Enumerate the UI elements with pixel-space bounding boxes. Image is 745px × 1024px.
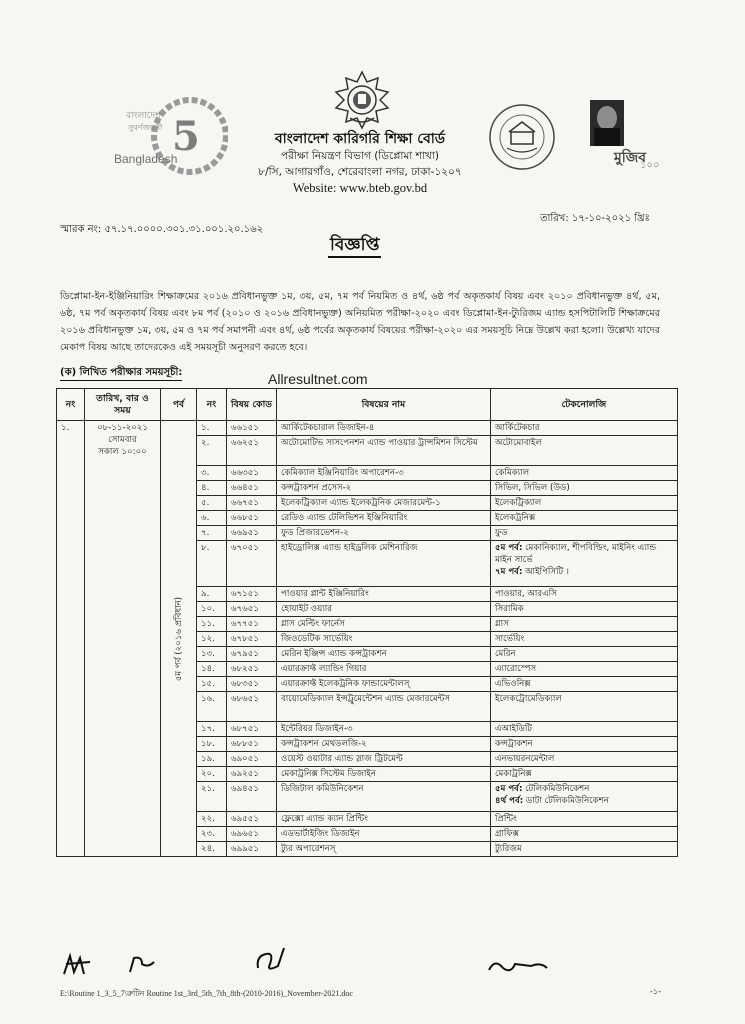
- cell-technology: মেরিন: [491, 647, 678, 662]
- cell-technology: ইলেকট্রনিক্স: [491, 511, 678, 526]
- cell-subject-name: মেরিন ইঞ্জিন্স এ্যান্ড কন্সট্রাকশন: [277, 647, 491, 662]
- exam-routine-table: [56, 388, 678, 857]
- cell-technology: গ্রাফিক্স: [491, 827, 678, 842]
- cell-subject-name: আর্কিটেকচারাল ডিজাইন-৪: [277, 421, 491, 436]
- technology-line: [495, 783, 673, 795]
- cell-subject-code: ৬৬২৫১: [227, 436, 277, 466]
- cell-subject-name: এয়ারক্রাফ্ট ল্যান্ডিং গিয়ার: [277, 662, 491, 677]
- page-number: -১-: [650, 987, 661, 996]
- technology-parba-label: ৭ম পর্ব:: [495, 567, 523, 577]
- cell-no: ৮.: [197, 541, 227, 587]
- cell-subject-code: ৬৮৩৫১: [227, 677, 277, 692]
- exam-date-line: ০৮-১১-২০২১: [97, 423, 148, 433]
- cell-no: ১২.: [197, 632, 227, 647]
- technology-parba-label: ৫ম পর্ব:: [495, 543, 523, 553]
- technology-parba-label: ৫ম পর্ব:: [495, 784, 523, 794]
- cell-sl: ১.: [57, 421, 85, 857]
- cell-technology: ট্যুরিজম: [491, 842, 678, 857]
- cell-subject-name: বায়োমেডিক্যাল ইন্সট্রুমেন্টেশন এ্যান্ড মেজারমেন্টস: [277, 692, 491, 722]
- cell-technology: এআইডিটি: [491, 722, 678, 737]
- cell-technology: সার্ভেয়িং: [491, 632, 678, 647]
- cell-subject-code: ৬৭৮৫১: [227, 632, 277, 647]
- header-code: বিষয় কোড: [227, 389, 277, 421]
- cell-no: ২৩.: [197, 827, 227, 842]
- file-path: E:\Routine 1_3_5_7\রুটিন Routine 1st_3rd_5th_7th_8th-(2010-2016)_November-2021.doc: [60, 989, 353, 998]
- cell-technology: সিভিল, সিভিল (উড): [491, 481, 678, 496]
- technology-parba-label: ৪র্থ পর্ব:: [495, 796, 524, 806]
- cell-no: ১৯.: [197, 752, 227, 767]
- memo-number: স্মারক নং: ৫৭.১৭.০০০০.৩০১.৩১.০০১.২০.১৬২: [60, 224, 264, 235]
- website: Website: www.bteb.gov.bd: [292, 181, 428, 195]
- exam-date-line: সকাল ১০:০০: [98, 447, 147, 457]
- cell-technology: কেমিক্যাল: [491, 466, 678, 481]
- cell-subject-name: হাইড্রোলিক্স এ্যান্ড হাইড্রলিক মেশিনারিজ: [277, 541, 491, 587]
- cell-subject-name: রেডিও এ্যান্ড টেলিভিশন ইঞ্জিনিয়ারিং: [277, 511, 491, 526]
- cell-subject-code: ৬৭৯৫১: [227, 647, 277, 662]
- cell-subject-code: ৬৬১৫১: [227, 421, 277, 436]
- cell-subject-code: ৬৬৩৫১: [227, 466, 277, 481]
- cell-no: ১৭.: [197, 722, 227, 737]
- header-no: নং: [197, 389, 227, 421]
- table-row: [57, 421, 678, 436]
- cell-subject-code: ৬৮২৫১: [227, 662, 277, 677]
- cell-no: ২.: [197, 436, 227, 466]
- cell-technology: ফুড: [491, 526, 678, 541]
- cell-technology: এনভায়রনমেন্টাল: [491, 752, 678, 767]
- address: ৮/সি, আগারগাঁও, শেরেবাংলা নগর, ঢাকা-১২০৭: [258, 166, 462, 178]
- org-name: বাংলাদেশ কারিগরি শিক্ষা বোর্ড: [274, 131, 446, 147]
- cell-subject-code: ৬৭১৫১: [227, 587, 277, 602]
- cell-technology: আর্কিটেকচার: [491, 421, 678, 436]
- cell-subject-code: ৬৯৪৫১: [227, 782, 277, 812]
- cell-technology: মেকাট্রনিক্স: [491, 767, 678, 782]
- cell-technology: অটোমোবাইল: [491, 436, 678, 466]
- cell-no: ১.: [197, 421, 227, 436]
- cell-subject-name: ট্যুর অপারেশনস্: [277, 842, 491, 857]
- bangladesh-50-logo: [108, 88, 228, 188]
- cell-technology: [491, 782, 678, 812]
- table-header-row: [57, 389, 678, 421]
- cell-subject-code: ৬৭০৫১: [227, 541, 277, 587]
- watermark-text: Allresultnet.com: [268, 371, 368, 387]
- technology-line: [495, 542, 673, 566]
- cell-technology: [491, 541, 678, 587]
- technology-value: মেকানিক্যাল, শীপবিল্ডিং, মাইনিং এ্যান্ড মাইন সার্ভে: [495, 543, 657, 565]
- cell-technology: সিরামিক: [491, 602, 678, 617]
- cell-no: ১৩.: [197, 647, 227, 662]
- cell-parba: [161, 421, 197, 857]
- technology-value: আইপিসিটি ।: [525, 567, 570, 577]
- cell-subject-code: ৬৯৬৫১: [227, 827, 277, 842]
- cell-no: ১০.: [197, 602, 227, 617]
- cell-subject-name: কন্সট্রাকশন মেথডলজি-২: [277, 737, 491, 752]
- header-subject: বিষয়ের নাম: [277, 389, 491, 421]
- cell-subject-name: পাওয়ার প্লান্ট ইঞ্জিনিয়ারিং: [277, 587, 491, 602]
- header-date: তারিখ, বার ও সময়: [85, 389, 161, 421]
- mujib-100-logo: [578, 98, 668, 176]
- cell-technology: ইলেকট্রিক্যাল: [491, 496, 678, 511]
- header-tech: টেকনোলজি: [491, 389, 678, 421]
- technology-value: টেলিকমিউনিকেশন: [525, 784, 590, 794]
- technology-value: ডাটা টেলিকমিউনিকেশন: [525, 796, 609, 806]
- cell-subject-code: ৬৬৪৫১: [227, 481, 277, 496]
- cell-no: ৩.: [197, 466, 227, 481]
- cell-subject-name: এয়ারক্রাফ্ট ইলেকট্রনিক ফান্ডামেন্টালস্: [277, 677, 491, 692]
- cell-technology: প্রিন্টিং: [491, 812, 678, 827]
- cell-no: ২৪.: [197, 842, 227, 857]
- cell-exam-date: [85, 421, 161, 857]
- skill-development-logo: [487, 102, 557, 172]
- department-name: পরীক্ষা নিয়ন্ত্রণ বিভাগ (ডিপ্লোমা শাখা): [281, 150, 439, 162]
- cell-subject-name: ফুড প্রিজারভেশন-২: [277, 526, 491, 541]
- cell-subject-name: ফ্লেক্সো এ্যান্ড ক্যান প্রিন্টিং: [277, 812, 491, 827]
- cell-technology: ইলেকট্রোমেডিক্যাল: [491, 692, 678, 722]
- section-label: (ক) লিখিত পরীক্ষার সময়সূচী:: [60, 366, 182, 381]
- cell-no: ৭.: [197, 526, 227, 541]
- cell-no: ২১.: [197, 782, 227, 812]
- bteb-emblem-logo: [332, 70, 392, 130]
- technology-line: [495, 795, 673, 807]
- cell-subject-code: ৬৮৮৫১: [227, 737, 277, 752]
- cell-no: ২২.: [197, 812, 227, 827]
- letterhead: [230, 130, 490, 197]
- cell-subject-code: ৬৮৬৫১: [227, 692, 277, 722]
- svg-text:বাংলাদেশ: বাংলাদেশ: [126, 111, 161, 121]
- cell-technology: এ্যারোস্পেস: [491, 662, 678, 677]
- intro-paragraph: ডিপ্লোমা-ইন-ইঞ্জিনিয়ারিং শিক্ষাক্রমের ২০১৬ প্রবিধানভুক্ত ১ম, ৩য়, ৫ম, ৭ম পর্ব নিয়মিত ও ৪র্থ, ৬ষ্ঠ পর্ব অকৃতকার্য বিষয় এবং ২০১০ প্রবিধানভুক্ত ৪র্থ, ৫ম, ৬ষ্ঠ, ৭ম পর্ব অকৃতকার্য বিষয় এবং ৮ম পর্ব (২০১০ ও ২০১৬ প্রবিধানভুক্ত) অনিয়মিত পরীক্ষা-২০২০ এবং ডিপ্লোমা-ইন-ট্যুরিজম এ্যান্ড হসপিটালিটি শিক্ষাক্রমের ২০১৬ প্রবিধানভুক্ত ১ম, ৩য়, ৫ম ও ৭ম পর্ব সমাপনী এবং ৪র্থ, ৬ষ্ঠ পর্বের অকৃতকার্য বিষয়ের পরীক্ষা-২০২০ এর সময়সূচি নিম্নে উল্লেখ করা হলো। উল্লেখ্য যাদের মেকাপ বিষয় আছে তাদেরকেও এই সময়সূচী অনুসরণ করতে হবে।: [60, 291, 660, 353]
- cell-subject-name: ইলেকট্রিক্যাল এ্যান্ড ইলেকট্রনিক মেজারমেন্ট-১: [277, 496, 491, 511]
- cell-subject-name: গ্লাস মেল্টিং ফার্নেস: [277, 617, 491, 632]
- cell-no: ১৬.: [197, 692, 227, 722]
- cell-no: ৫.: [197, 496, 227, 511]
- cell-subject-name: ইন্টেরিয়র ডিজাইন-৩: [277, 722, 491, 737]
- cell-subject-code: ৬৯৯৫১: [227, 842, 277, 857]
- cell-no: ৪.: [197, 481, 227, 496]
- cell-no: ২০.: [197, 767, 227, 782]
- cell-technology: কন্সট্রাকশন: [491, 737, 678, 752]
- cell-subject-name: কেমিক্যাল ইঞ্জিনিয়ারিং অপারেশন-৩: [277, 466, 491, 481]
- signature-1: [60, 950, 100, 980]
- cell-no: ১৮.: [197, 737, 227, 752]
- cell-subject-code: ৬৮৭৫১: [227, 722, 277, 737]
- signature-3: [252, 942, 292, 974]
- cell-no: ১১.: [197, 617, 227, 632]
- technology-line: [495, 566, 673, 578]
- cell-subject-code: ৬৯৫৫১: [227, 812, 277, 827]
- cell-subject-code: ৬৬৮৫১: [227, 511, 277, 526]
- header-sl: নং: [57, 389, 85, 421]
- cell-subject-name: জিওডেটিক সার্ভেয়িং: [277, 632, 491, 647]
- cell-technology: গ্লাস: [491, 617, 678, 632]
- cell-no: ১৫.: [197, 677, 227, 692]
- svg-text:সুবর্ণজয়ন্তী: সুবর্ণজয়ন্তী: [128, 123, 163, 132]
- svg-text:১০০: ১০০: [640, 160, 660, 171]
- notice-date: তারিখ: ১৭-১০-২০২১ খ্রিঃ: [540, 213, 650, 224]
- cell-subject-code: ৬৬৭৫১: [227, 496, 277, 511]
- cell-technology: পাওয়ার, আরএসি: [491, 587, 678, 602]
- svg-text:মুজিব: মুজিব: [614, 150, 647, 166]
- svg-text:5: 5: [172, 113, 200, 160]
- cell-subject-name: হোয়াইট ওয়্যার: [277, 602, 491, 617]
- cell-subject-name: ডিজিটাল কমিউনিকেশন: [277, 782, 491, 812]
- signature-4: [485, 956, 551, 976]
- cell-subject-name: অটোমোটিভ সাসপেনশন এ্যান্ড পাওয়ার ট্রান্সমিশন সিস্টেম: [277, 436, 491, 466]
- parba-label: ৫ম পর্ব (২০১৬ প্রবিধান): [173, 596, 184, 681]
- cell-no: ১৪.: [197, 662, 227, 677]
- cell-subject-code: ৬৯০৫১: [227, 752, 277, 767]
- cell-subject-code: ৬৭৭৫১: [227, 617, 277, 632]
- exam-date-line: সোমবার: [108, 435, 137, 445]
- cell-subject-code: ৬৬৯৫১: [227, 526, 277, 541]
- cell-subject-code: ৬৯২৫১: [227, 767, 277, 782]
- cell-no: ৯.: [197, 587, 227, 602]
- cell-subject-name: এডভার্টাইজিং ডিজাইন: [277, 827, 491, 842]
- logo-text: Bangladesh: [114, 152, 178, 166]
- cell-technology: এভিওনিক্স: [491, 677, 678, 692]
- cell-no: ৬.: [197, 511, 227, 526]
- cell-subject-name: কন্সট্রাকশন প্রসেস-২: [277, 481, 491, 496]
- cell-subject-name: ওয়েস্ট ওয়াটার এ্যান্ড স্লাজ ট্রিটমেন্ট: [277, 752, 491, 767]
- signature-2: [126, 954, 158, 976]
- header-parba: পর্ব: [161, 389, 197, 421]
- cell-subject-name: মেকাট্রনিক্স সিস্টেম ডিজাইন: [277, 767, 491, 782]
- cell-subject-code: ৬৭৬৫১: [227, 602, 277, 617]
- notice-title: বিজ্ঞপ্তি: [328, 234, 381, 258]
